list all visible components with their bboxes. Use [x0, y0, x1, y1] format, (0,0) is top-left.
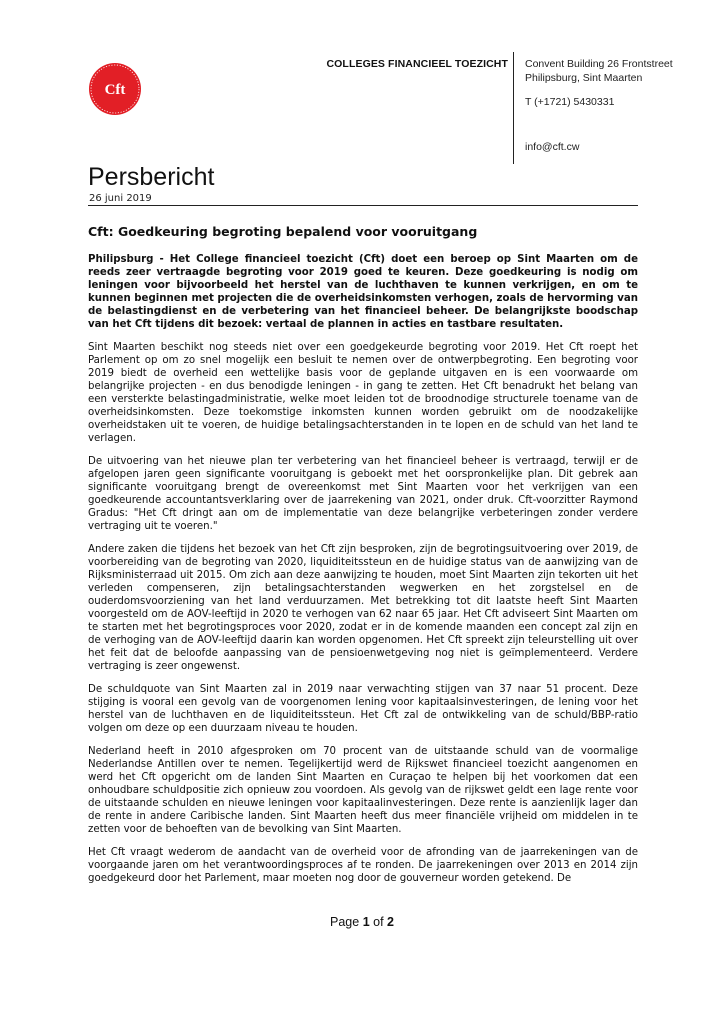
phone-number: T (+1721) 5430331 [525, 96, 615, 108]
page-number [0, 915, 724, 929]
cft-logo [89, 63, 141, 115]
email-address[interactable]: info@cft.cw [525, 141, 580, 153]
document-date: 26 juni 2019 [89, 193, 152, 204]
page-word: Page [330, 915, 360, 929]
logo-text: Cft [104, 82, 126, 98]
paragraph-3: Andere zaken die tijdens het bezoek van het Cft zijn besproken, zijn de begrotingsuitvoering over 2019, de voorbereiding van de begroting van 2020, liquiditeitssteun en de huidige status van de aanwijzing van de Rijksministerraad uit 2015. Om zich aan deze aanwijzing te houden, moet Sint Maarten zijn tekorten uit het verleden compenseren, zijn betalingsachterstanden wegwerken en het zorgstelsel en de ouderdomsvoorziening van het land verduurzamen. Met betrekking tot dit laatste heeft Sint Maarten voorgesteld om de AOV-leeftijd in 2020 te verhogen van 62 naar 65 jaar. Het Cft adviseert Sint Maarten om te starten met het begrotingsproces voor 2020, zodat er in de komende maanden een concept zal zijn en de verhoging van de AOV-leeftijd daarin kan worden opgenomen. Het Cft spreekt zijn teleurstelling uit over het feit dat de beloofde aanpassing van de pensioenwetgeving nog niet is geïmplementeerd. Verdere vertraging is zeer ongewenst. [88, 544, 638, 672]
address-block [525, 57, 673, 85]
page-of: of [373, 915, 384, 929]
paragraph-1: Sint Maarten beschikt nog steeds niet over een goedgekeurde begroting voor 2019. Het Cft roept het Parlement op om zo snel mogelijk een besluit te nemen over de ontwerpbegroting. Een begroting voor 2019 biedt de overheid een wettelijke basis voor de geplande uitgaven en is een voorwaarde om belangrijke projecten - en dus benodigde leningen - in gang te zetten. Het Cft benadrukt het belang van een versterkte belastingadministratie, welke moet leiden tot de broodnodige structurele toename van de overheidsinkomsten. Deze toekomstige inkomsten kunnen worden gebruikt om de noodzakelijke overheidstaken uit te voeren, de huidige betalingsachterstanden in te lopen en de schuld van het land te verlagen. [88, 342, 638, 444]
paragraph-4: De schuldquote van Sint Maarten zal in 2019 naar verwachting stijgen van 37 naar 51 procent. Deze stijging is vooral een gevolg van de voorgenomen lening voor kapitaalsinvesteringen, de lening voor het herstel van de luchthaven en de liquiditeitssteun. Het Cft zal de ontwikkeling van de schuld/BBP-ratio volgen om deze op een duurzaam niveau te houden. [88, 684, 638, 734]
address-line-1: Convent Building 26 Frontstreet [525, 58, 673, 70]
paragraph-2: De uitvoering van het nieuwe plan ter verbetering van het financieel beheer is vertraagd, terwijl er de afgelopen jaren geen significante vooruitgang is geboekt met het oorspronkelijke plan. Dit gebrek aan significante vooruitgang brengt de overeenkomst met Sint Maarten voor het verkrijgen van een goedkeurende accountantsverklaring over de jaarrekening van 2021, onder druk. Cft-voorzitter Raymond Gradus: "Het Cft dringt aan om de implementatie van deze belangrijke verbeteringen zonder verdere vertraging uit te voeren." [88, 456, 638, 532]
page-total: 2 [387, 915, 394, 929]
paragraph-5: Nederland heeft in 2010 afgesproken om 70 procent van de uitstaande schuld van de voormalige Nederlandse Antillen over te nemen. Tegelijkertijd werd de Rijkswet financieel toezicht aangenomen en werd het Cft opgericht om de landen Sint Maarten en Curaçao te helpen bij het voorkomen dat een onhoudbare schuldpositie zich opnieuw zou voordoen. Als gevolg van de rijkswet geldt een lage rente voor de uitstaande schulden en nieuwe leningen voor kapitaalinvesteringen. Deze rente is aanzienlijk lager dan de rente in andere Caribische landen. Sint Maarten heeft dus meer financiële vrijheid om middelen in te zetten voor de behoeften van de bevolking van Sint Maarten. [88, 746, 638, 835]
paragraph-6: Het Cft vraagt wederom de aandacht van de overheid voor de afronding van de jaarrekeningen van de voorgaande jaren om het verantwoordingsproces af te ronden. De jaarrekeningen over 2013 en 2014 zijn goedgekeurd door het Parlement, maar moeten nog door de gouverneur worden getekend. De [88, 847, 638, 884]
header-divider [513, 52, 514, 164]
address-line-2: Philipsburg, Sint Maarten [525, 72, 643, 84]
headline: Cft: Goedkeuring begroting bepalend voor vooruitgang [88, 224, 478, 239]
org-name: COLLEGES FINANCIEEL TOEZICHT [326, 58, 508, 70]
page-current: 1 [362, 915, 370, 929]
lead-paragraph: Philipsburg - Het College financieel toezicht (Cft) doet een beroep op Sint Maarten om de reeds zeer vertraagde begroting voor 2019 goed te keuren. Deze goedkeuring is nodig om leningen voor bijvoorbeeld het herstel van de luchthaven te kunnen verkrijgen, en om te kunnen beginnen met projecten die de overheidsinkomsten verhogen, zoals de hervorming van de belastingdienst en de verbetering van het financieel beheer. De belangrijkste boodschap van het Cft tijdens dit bezoek: vertaal de plannen in acties en tastbare resultaten. [88, 254, 638, 330]
page-title: Persbericht [88, 163, 215, 191]
title-rule [88, 205, 638, 206]
article-body [88, 253, 638, 895]
